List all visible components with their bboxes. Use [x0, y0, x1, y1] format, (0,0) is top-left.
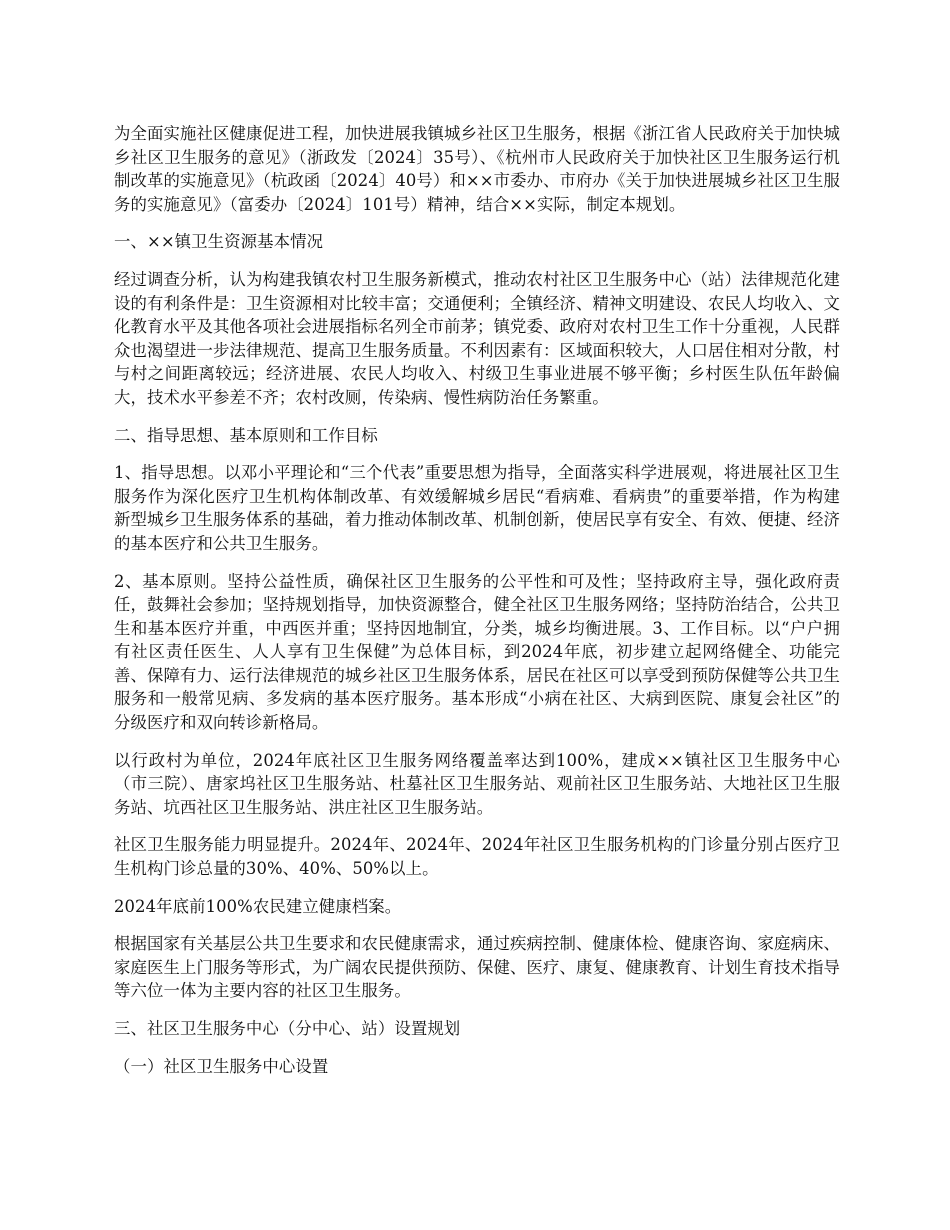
- guiding-ideology-paragraph: 1、指导思想。以邓小平理论和“三个代表”重要思想为指导，全面落实科学进展观，将进展社区卫生服务作为深化医疗卫生机构体制改革、有效缓解城乡居民“看病难、看病贵”的重要举措，作为构建新型城乡卫生服务体系的基础，着力推动体制改革、机制创新，使居民享有安全、有效、便捷、经济的基本医疗和公共卫生服务。: [114, 463, 840, 553]
- intro-paragraph: 为全面实施社区健康促进工程，加快进展我镇城乡社区卫生服务，根据《浙江省人民政府关于加快城乡社区卫生服务的意见》（浙政发〔2024〕35号）、《杭州市人民政府关于加快社区卫生服务运行机制改革的实施意见》（杭政函〔2024〕40号）和××市委办、市府办《关于加快进展城乡社区卫生服务的实施意见》（富委办〔2024〕101号）精神，结合××实际，制定本规划。: [114, 124, 840, 214]
- principles-goals-paragraph: 2、基本原则。坚持公益性质，确保社区卫生服务的公平性和可及性；坚持政府主导，强化政府责任，鼓舞社会参加；坚持规划指导，加快资源整合，健全社区卫生服务网络；坚持防治结合，公共卫生和基本医疗并重，中西医并重；坚持因地制宜，分类，城乡均衡进展。3、工作目标。以“户户拥有社区责任医生、人人享有卫生保健”为总体目标，到2024年底，初步建立起网络健全、功能完善、保障有力、运行法律规范的城乡社区卫生服务体系，居民在社区可以享受到预防保健等公共卫生服务和一般常见病、多发病的基本医疗服务。基本形成“小病在社区、大病到医院、康复会社区”的分级医疗和双向转诊新格局。: [114, 571, 840, 733]
- section-heading-2: 二、指导思想、基本原则和工作目标: [114, 425, 378, 445]
- services-paragraph: 根据国家有关基层公共卫生要求和农民健康需求，通过疾病控制、健康体检、健康咨询、家庭病床、家庭医生上门服务等形式，为广阔农民提供预防、保健、医疗、康复、健康教育、计划生育技术指导等六位一体为主要内容的社区卫生服务。: [114, 934, 840, 1001]
- section-heading-3: 三、社区卫生服务中心（分中心、站）设置规划: [114, 1019, 461, 1038]
- capacity-paragraph: 社区卫生服务能力明显提升。2024年、2024年、2024年社区卫生服务机构的门诊量分别占医疗卫生机构门诊总量的30%、40%、50%以上。: [114, 835, 840, 879]
- network-coverage-paragraph: 以行政村为单位，2024年底社区卫生服务网络覆盖率达到100%，建成××镇社区卫生服务中心（市三院）、唐家坞社区卫生服务站、杜墓社区卫生服务站、观前社区卫生服务站、大地社区卫生服务站、坑西社区卫生服务站、洪庄社区卫生服务站。: [114, 750, 840, 817]
- document-page: [114, 122, 840, 1092]
- section-heading-1: 一、××镇卫生资源基本情况: [114, 232, 324, 252]
- analysis-paragraph: 经过调查分析，认为构建我镇农村卫生服务新模式，推动农村社区卫生服务中心（站）法律规范化建设的有利条件是：卫生资源相对比较丰富；交通便利；全镇经济、精神文明建设、农民人均收入、文化教育水平及其他各项社会进展指标名列全市前茅；镇党委、政府对农村卫生工作十分重视，人民群众也渴望进一步法律规范、提高卫生服务质量。不利因素有：区域面积较大，人口居住相对分散，村与村之间距离较远；经济进展、农民人均收入、村级卫生事业进展不够平衡；乡村医生队伍年龄偏大，技术水平参差不齐；农村改厕，传染病、慢性病防治任务繁重。: [114, 269, 840, 407]
- subsection-heading-1: （一）社区卫生服务中心设置: [114, 1056, 329, 1076]
- health-records-paragraph: 2024年底前100%农民建立健康档案。: [114, 896, 402, 916]
